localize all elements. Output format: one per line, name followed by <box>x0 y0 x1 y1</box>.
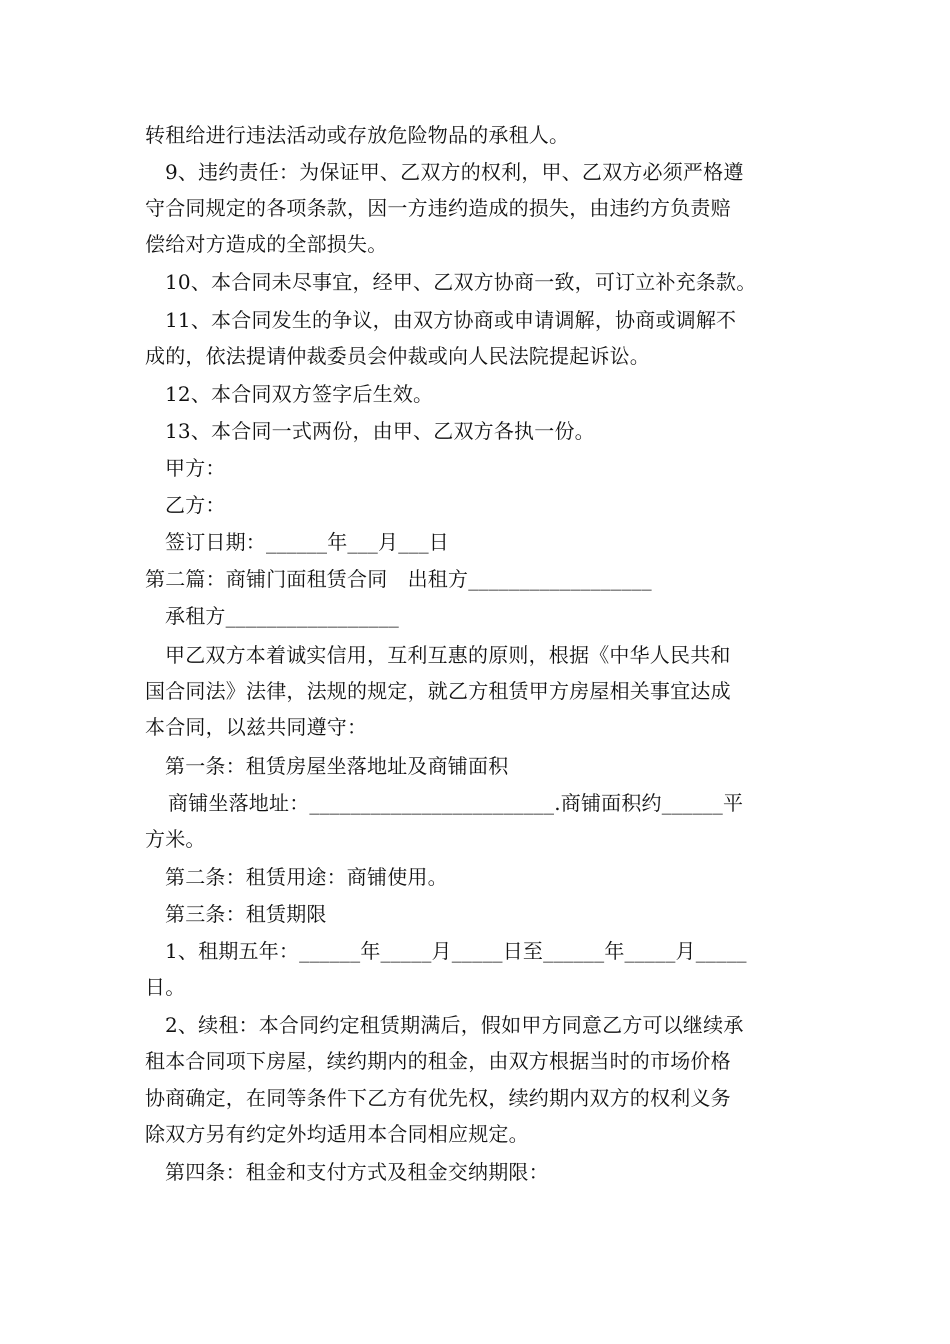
text-line: 转租给进行违法活动或存放危险物品的承租人。 <box>145 123 570 147</box>
renewal-line: 2、续租：本合同约定租赁期满后，假如甲方同意乙方可以继续承 <box>165 1013 744 1037</box>
text-line: 守合同规定的各项条款，因一方违约造成的损失，由违约方负责赔 <box>145 196 731 220</box>
clause-12-line: 12、本合同双方签字后生效。 <box>165 382 434 406</box>
text-line: 租本合同项下房屋，续约期内的租金，由双方根据当时的市场价格 <box>145 1049 731 1073</box>
article-4-heading: 第四条：租金和支付方式及租金交纳期限： <box>165 1160 549 1184</box>
article-2-heading: 第二条：租赁用途：商铺使用。 <box>165 865 448 889</box>
clause-9-line: 9、违约责任：为保证甲、乙双方的权利，甲、乙双方必须严格遵 <box>165 160 744 184</box>
clause-10-line: 10、本合同未尽事宜，经甲、乙双方协商一致，可订立补充条款。 <box>165 270 757 294</box>
lease-term-line: 1、租期五年：______年_____月_____日至______年_____月_____ <box>165 939 747 963</box>
text-line: 方米。 <box>145 827 206 851</box>
preamble-line: 甲乙双方本着诚实信用，互利互惠的原则，根据《中华人民共和 <box>165 643 731 667</box>
text-line: 协商确定，在同等条件下乙方有优先权，续约期内双方的权利义务 <box>145 1086 731 1110</box>
section-title: 第二篇：商铺门面租赁合同 出租方__________________ <box>145 567 652 591</box>
text-line: 日。 <box>145 975 186 999</box>
lessee-line: 承租方_________________ <box>165 604 399 628</box>
text-line: 偿给对方造成的全部损失。 <box>145 232 388 256</box>
text-line: 除双方另有约定外均适用本合同相应规定。 <box>145 1122 529 1146</box>
shop-address-line: 商铺坐落地址：________________________.商铺面积约______平 <box>168 791 744 815</box>
article-3-heading: 第三条：租赁期限 <box>165 902 327 926</box>
clause-13-line: 13、本合同一式两份，由甲、乙双方各执一份。 <box>165 419 595 443</box>
text-line: 本合同，以兹共同遵守： <box>145 715 368 739</box>
clause-11-line: 11、本合同发生的争议，由双方协商或申请调解，协商或调解不 <box>165 308 737 332</box>
article-1-heading: 第一条：租赁房屋坐落地址及商铺面积 <box>165 754 509 778</box>
signing-date-line: 签订日期：______年___月___日 <box>165 530 449 554</box>
party-a-label: 甲方： <box>165 456 226 480</box>
text-line: 成的，依法提请仲裁委员会仲裁或向人民法院提起诉讼。 <box>145 344 650 368</box>
party-b-label: 乙方： <box>165 493 226 517</box>
text-line: 国合同法》法律，法规的规定，就乙方租赁甲方房屋相关事宜达成 <box>145 679 731 703</box>
